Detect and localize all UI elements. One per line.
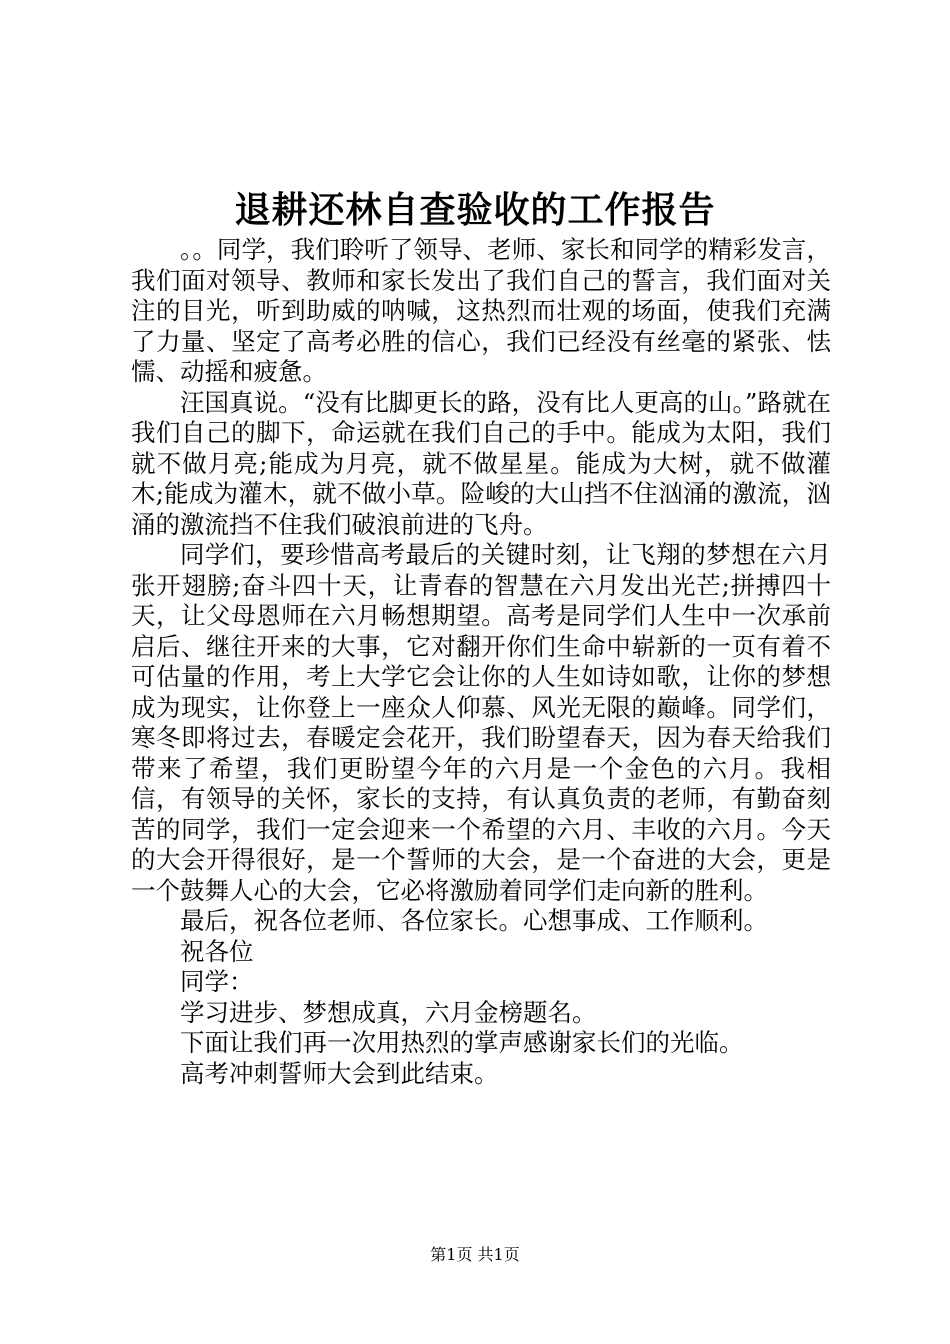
document-body [131, 235, 831, 1089]
paragraph-3: 同学们，要珍惜高考最后的关键时刻，让飞翔的梦想在六月张开翅膀;奋斗四十天，让青春的智慧在六月发出光芒;拼搏四十天，让父母恩师在六月畅想期望。高考是同学们人生中一次承前启后、继往开来的大事，它对翻开你们生命中崭新的一页有着不可估量的作用，考上大学它会让你的人生如诗如歌，让你的梦想成为现实，让你登上一座众人仰慕、风光无限的巅峰。同学们，寒冬即将过去，春暖定会花开，我们盼望春天，因为春天给我们带来了希望，我们更盼望今年的六月是一个金色的六月。我相信，有领导的关怀，家长的支持，有认真负责的老师，有勤奋刻苦的同学，我们一定会迎来一个希望的六月、丰收的六月。今天的大会开得很好，是一个誓师的大会，是一个奋进的大会，更是一个鼓舞人心的大会，它必将激励着同学们走向新的胜利。 [131, 540, 831, 905]
closing-line-1: 最后，祝各位老师、各位家长。心想事成、工作顺利。 [180, 906, 768, 935]
paragraph-1: 。。同学，我们聆听了领导、老师、家长和同学的精彩发言，我们面对领导、教师和家长发出了我们自己的誓言，我们面对关注的目光，听到助威的呐喊，这热烈而壮观的场面，使我们充满了力量、坚定了高考必胜的信心，我们已经没有丝毫的紧张、怯懦、动摇和疲惫。 [131, 235, 831, 386]
document-title: 退耕还林自查验收的工作报告 [234, 189, 716, 231]
paragraph-2: 汪国真说。“没有比脚更长的路，没有比人更高的山。”路就在我们自己的脚下，命运就在我们自己的手中。能成为太阳，我们就不做月亮;能成为月亮，就不做星星。能成为大树，就不做灌木;能成为灌木，就不做小草。险峻的大山挡不住汹涌的激流，汹涌的激流挡不住我们破浪前进的飞舟。 [131, 387, 831, 539]
closing-line-6: 高考冲刺誓师大会到此结束。 [180, 1058, 499, 1088]
closing-line-2: 祝各位 [180, 936, 254, 966]
page-footer: 第1页 共1页 [430, 1245, 520, 1264]
closing-line-4: 学习进步、梦想成真，六月金榜题名。 [180, 997, 597, 1027]
closing-line-5: 下面让我们再一次用热烈的掌声感谢家长们的光临。 [180, 1028, 744, 1057]
closing-line-3: 同学： [180, 967, 254, 996]
